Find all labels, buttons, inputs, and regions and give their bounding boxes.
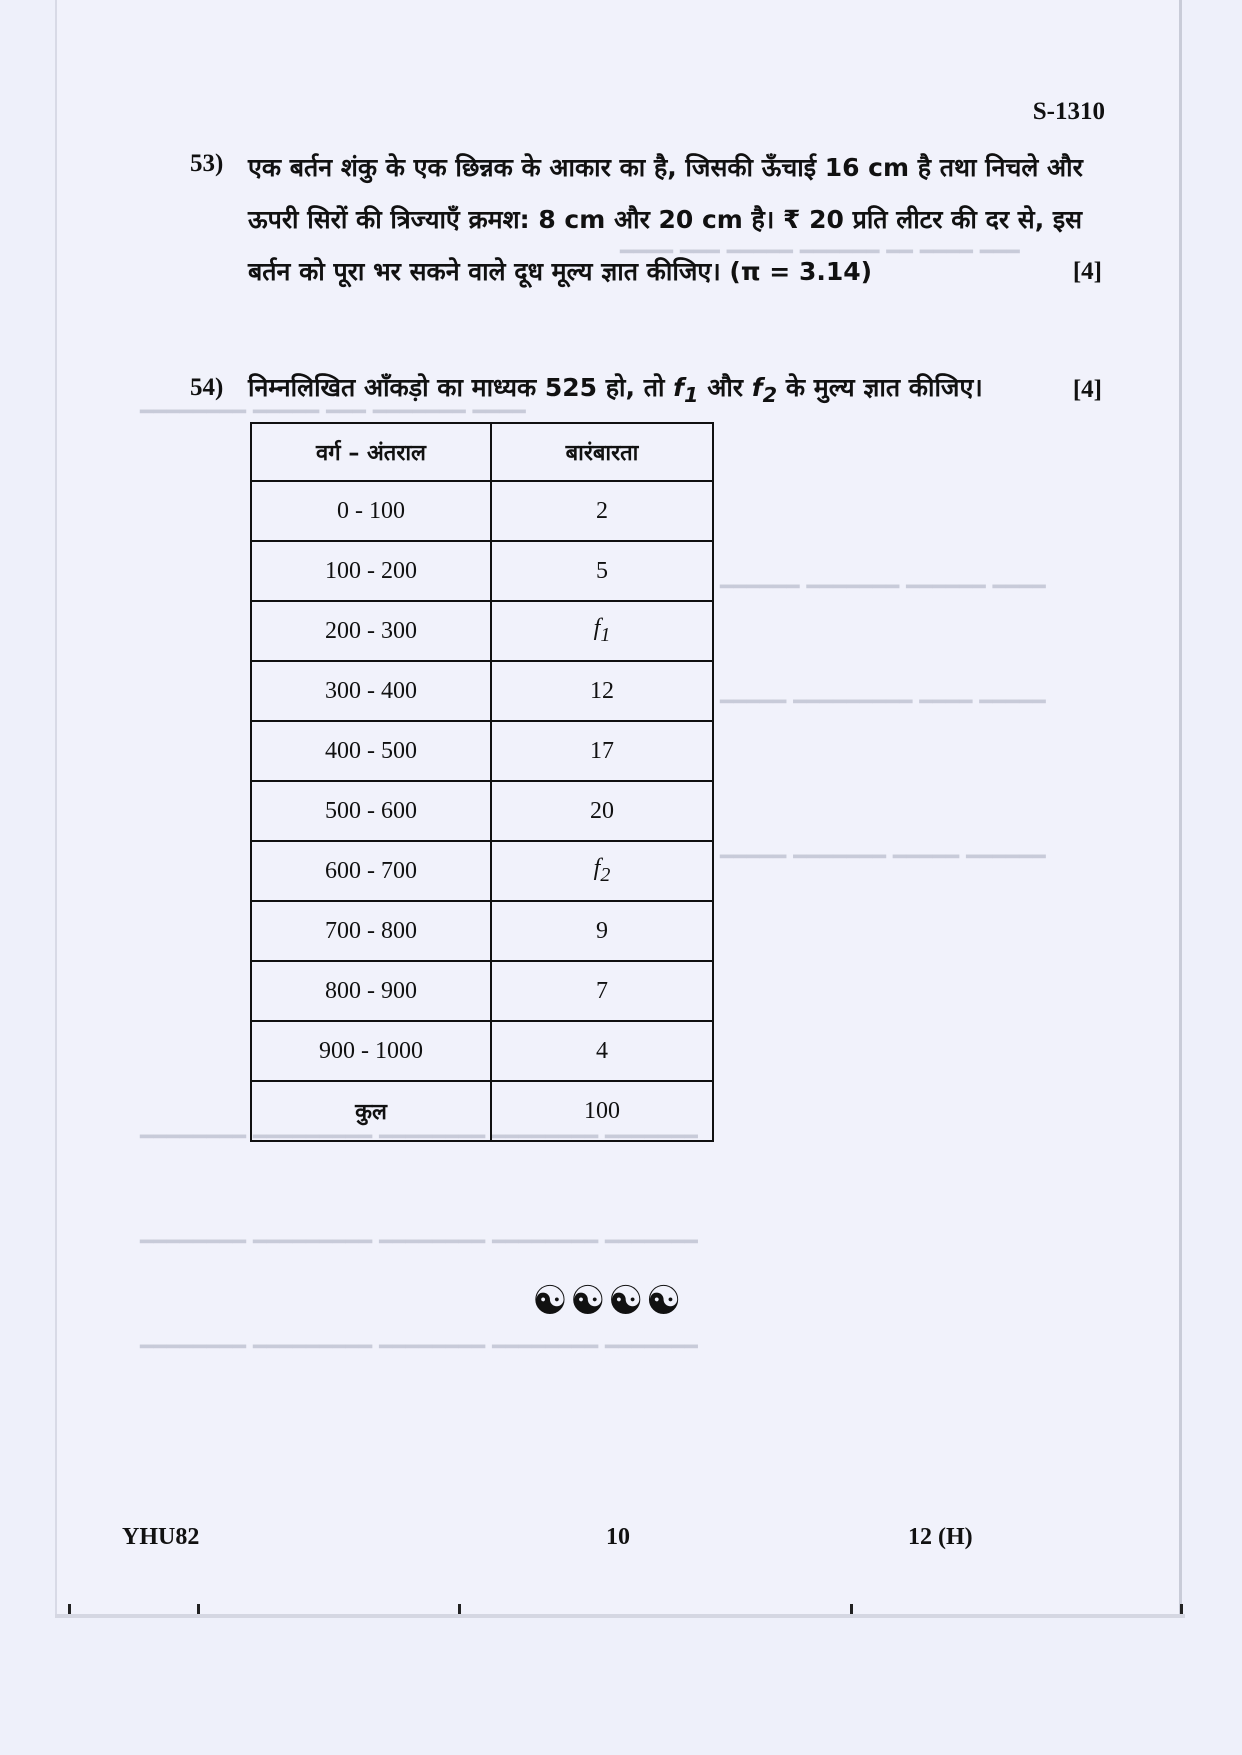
interval-cell: 500 - 600 (251, 781, 491, 841)
show-through-text: ━━━━━━━ ━━━━━━━━ ━━━━━━━━ ━━━━━━━━━ ━━━━━━━━ (140, 1125, 698, 1150)
interval-cell: 400 - 500 (251, 721, 491, 781)
question-54-number (190, 362, 223, 414)
question-54-text-part: और (698, 373, 752, 402)
show-through-text: ━━━━ ━━━━━━ ━━━━━━━ ━━━━━━ (720, 575, 1046, 600)
question-53-text: एक बर्तन शंकु के एक छिन्नक के आकार का है, जिसकी ऊँचाई 16 cm है तथा निचले और ऊपरी सिरों की त्रिज्याएँ क्रमश: 8 cm और 20 cm है। ₹ 20 प्रति लीटर की दर से, इस बर्तन को पूरा भर सकने वाले दूध मूल्य ज्ञात कीजिए। (π = 3.14) (248, 153, 1083, 286)
question-53-number (190, 138, 223, 190)
table-row (251, 901, 713, 961)
question-54-text (248, 362, 1108, 421)
scan-mark (68, 1604, 71, 1614)
show-through-text: ━━━━━━━ ━━━━━━━━ ━━━━━━━━ ━━━━━━━━━ ━━━━━━━━ (140, 1335, 698, 1360)
question-54-text-part: के मुल्य ज्ञात कीजिए। (777, 373, 983, 402)
table-row (251, 841, 713, 901)
frequency-cell: 17 (491, 721, 713, 781)
interval-cell: 200 - 300 (251, 601, 491, 661)
table-total-row (251, 1081, 713, 1141)
frequency-cell: 7 (491, 961, 713, 1021)
show-through-text: ━━━━━━━ ━━━━━━━━ ━━━━━━━━ ━━━━━━━━━ ━━━━━━━━ (140, 1230, 698, 1255)
scan-mark (458, 1604, 461, 1614)
question-54-marks: [4] (1072, 376, 1102, 403)
question-53-marks: [4] (1072, 258, 1102, 285)
table-row (251, 601, 713, 661)
interval-cell: 800 - 900 (251, 961, 491, 1021)
total-value: 100 (491, 1081, 713, 1141)
table-row (251, 781, 713, 841)
footer-page-number: 10 (606, 1524, 630, 1550)
frequency-cell: 4 (491, 1021, 713, 1081)
frequency-cell: 12 (491, 661, 713, 721)
question-number: 54) (190, 374, 224, 401)
frequency-cell: 2 (491, 481, 713, 541)
scan-mark (1180, 1604, 1183, 1614)
frequency-cell: $f_2$ (491, 841, 713, 901)
interval-cell: 300 - 400 (251, 661, 491, 721)
header-class-interval: वर्ग – अंतराल (251, 423, 491, 481)
variable-f1: $f_1$ (673, 373, 699, 407)
frequency-cell: 9 (491, 901, 713, 961)
frequency-table (250, 422, 714, 1142)
table-row (251, 721, 713, 781)
scan-mark (850, 1604, 853, 1614)
page-edge (55, 1614, 1185, 1618)
header-frequency: बारंबारता (491, 423, 713, 481)
end-of-paper-symbols: ☯☯☯☯ (532, 1278, 684, 1324)
show-through-text: ━━━━ ━━━━━━━ ━━━ ━━━━━ ━━━━━━━━ (140, 400, 526, 425)
scan-mark (197, 1604, 200, 1614)
show-through-text: ━━━━━ ━━━━ ━━━━━━━━━ ━━━━━ (720, 690, 1046, 715)
question-54-text-part: निम्नलिखित आँकड़ो का माध्यक 525 हो, तो (248, 373, 674, 402)
interval-cell: 600 - 700 (251, 841, 491, 901)
question-number: 53) (190, 150, 224, 177)
table-header-row (251, 423, 713, 481)
footer-series-code: YHU82 (122, 1524, 200, 1550)
frequency-cell: 5 (491, 541, 713, 601)
table-row (251, 541, 713, 601)
interval-cell: 700 - 800 (251, 901, 491, 961)
show-through-text: ━━━ ━━━━ ━━ ━━━━━━ ━━━━━ ━━━ ━━━━ (620, 240, 1020, 265)
frequency-cell: $f_1$ (491, 601, 713, 661)
total-label: कुल (251, 1081, 491, 1141)
interval-cell: 100 - 200 (251, 541, 491, 601)
show-through-text: ━━━━━━ ━━━━━ ━━━━━━━ ━━━━━ (720, 845, 1046, 870)
interval-cell: 0 - 100 (251, 481, 491, 541)
table-row (251, 481, 713, 541)
variable-f2: $f_2$ (751, 373, 778, 407)
frequency-cell: 20 (491, 781, 713, 841)
table-row (251, 661, 713, 721)
footer-class: 12 (H) (908, 1524, 973, 1550)
interval-cell: 900 - 1000 (251, 1021, 491, 1081)
paper-code: S-1310 (1032, 98, 1105, 125)
table-row (251, 961, 713, 1021)
table-row (251, 1021, 713, 1081)
